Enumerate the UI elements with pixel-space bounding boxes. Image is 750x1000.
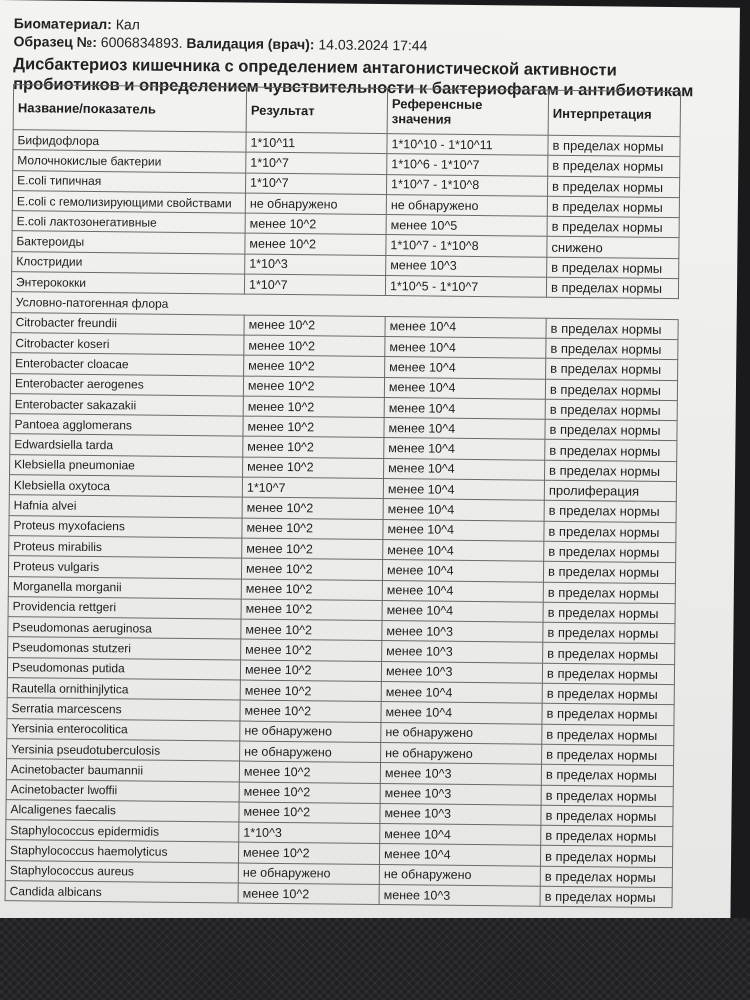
row-interpretation: в пределах нормы [548, 135, 680, 157]
row-name: Hafnia alvei [9, 495, 242, 518]
row-result: менее 10^2 [243, 376, 384, 398]
results-table [5, 84, 682, 908]
row-interpretation: в пределах нормы [540, 846, 672, 868]
row-result: менее 10^2 [245, 234, 386, 256]
row-result: менее 10^2 [239, 782, 380, 804]
row-name: Acinetobacter lwoffii [6, 779, 239, 802]
row-name: Providencia rettgeri [8, 596, 241, 619]
row-result: менее 10^2 [241, 599, 382, 621]
row-interpretation: в пределах нормы [542, 744, 674, 766]
row-interpretation: в пределах нормы [547, 216, 679, 238]
row-name: Edwardsiella tarda [10, 434, 243, 457]
row-reference: менее 10^4 [382, 560, 543, 582]
row-interpretation: в пределах нормы [546, 277, 678, 299]
row-reference: менее 10^3 [379, 885, 540, 907]
row-name: Staphylococcus epidermidis [6, 820, 239, 843]
row-interpretation: в пределах нормы [543, 582, 675, 604]
row-reference: менее 10^3 [380, 763, 541, 785]
row-name: Rautella ornithinjlytica [7, 678, 240, 701]
row-name: Klebsiella oxytoca [9, 475, 242, 498]
row-name: Alcaligenes faecalis [6, 799, 239, 822]
row-interpretation: в пределах нормы [545, 460, 677, 482]
row-interpretation: в пределах нормы [542, 663, 674, 685]
row-interpretation: в пределах нормы [543, 622, 675, 644]
row-result: менее 10^2 [240, 680, 381, 702]
row-result: менее 10^2 [239, 761, 380, 783]
row-interpretation: в пределах нормы [541, 764, 673, 786]
row-reference: менее 10^4 [384, 458, 545, 480]
row-name: E.coli типичная [13, 170, 246, 193]
row-reference: не обнаружено [381, 742, 542, 764]
results-table-body [5, 130, 680, 908]
row-interpretation: в пределах нормы [546, 338, 678, 360]
validation-label: Валидация (врач): [186, 34, 315, 53]
row-interpretation: в пределах нормы [544, 521, 676, 543]
row-interpretation: в пределах нормы [540, 866, 672, 888]
row-interpretation: в пределах нормы [543, 561, 675, 583]
row-interpretation: в пределах нормы [543, 643, 675, 665]
row-result: менее 10^2 [242, 538, 383, 560]
row-interpretation: в пределах нормы [542, 724, 674, 746]
report-title-line-2: пробиотиков и определением чувствительности к бактериофагам и антибиотикам [13, 75, 694, 101]
column-header-result: Результат [246, 87, 387, 133]
row-name: Morganella morganii [8, 576, 241, 599]
row-reference: не обнаружено [386, 194, 547, 216]
row-reference: менее 10^4 [384, 377, 545, 399]
row-reference: менее 10^4 [382, 600, 543, 622]
table-header-row [13, 85, 680, 137]
row-interpretation: в пределах нормы [546, 359, 678, 381]
row-result: 1*10^7 [245, 173, 386, 195]
row-interpretation: в пределах нормы [545, 419, 677, 441]
row-interpretation: в пределах нормы [542, 683, 674, 705]
row-result: менее 10^2 [243, 396, 384, 418]
row-reference: менее 10^4 [381, 702, 542, 724]
row-reference: 1*10^7 - 1*10^8 [386, 235, 547, 257]
report-title-line-1: Дисбактериоз кишечника с определением антагонистической активности [13, 55, 617, 80]
row-name: Proteus vulgaris [8, 556, 241, 579]
row-reference: не обнаружено [379, 864, 540, 886]
row-name: Staphylococcus haemolyticus [5, 840, 238, 863]
row-name: Acinetobacter baumannii [6, 759, 239, 782]
row-result: 1*10^3 [245, 254, 386, 276]
row-result: менее 10^2 [243, 437, 384, 459]
row-result: менее 10^2 [243, 416, 384, 438]
row-name: E.coli лактозонегативные [12, 211, 245, 234]
row-name: Бактероиды [12, 231, 245, 254]
row-interpretation: в пределах нормы [546, 318, 678, 340]
row-result: менее 10^2 [244, 335, 385, 357]
row-interpretation: в пределах нормы [547, 196, 679, 218]
row-result: менее 10^2 [241, 639, 382, 661]
row-result: не обнаружено [240, 741, 381, 763]
row-interpretation: в пределах нормы [540, 886, 672, 908]
row-result: не обнаружено [245, 193, 386, 215]
row-reference: менее 10^3 [386, 255, 547, 277]
row-reference: менее 10^4 [382, 580, 543, 602]
biomaterial-label: Биоматериал: [13, 15, 112, 33]
row-result: 1*10^7 [244, 274, 385, 296]
row-reference: менее 10^3 [381, 661, 542, 683]
row-interpretation: в пределах нормы [542, 704, 674, 726]
row-name: Staphylococcus aureus [5, 860, 238, 883]
row-interpretation: в пределах нормы [541, 785, 673, 807]
row-reference: менее 10^4 [379, 844, 540, 866]
row-reference: менее 10^4 [383, 499, 544, 521]
row-name: Enterobacter sakazakii [10, 393, 243, 416]
desk-surface [0, 918, 750, 1000]
sample-label: Образец №: [13, 33, 98, 51]
row-name: Candida albicans [5, 881, 238, 904]
row-interpretation: в пределах нормы [545, 379, 677, 401]
row-result: 1*10^7 [242, 477, 383, 499]
row-reference: менее 10^3 [382, 621, 543, 643]
row-reference: менее 10^4 [383, 479, 544, 501]
section-label: Условно-патогенная флора [11, 292, 678, 319]
row-reference: менее 10^4 [384, 438, 545, 460]
row-reference: менее 10^4 [383, 519, 544, 541]
row-name: Pseudomonas stutzeri [8, 637, 241, 660]
row-reference: 1*10^5 - 1*10^7 [385, 276, 546, 298]
row-reference: менее 10^3 [380, 783, 541, 805]
row-name: Yersinia pseudotuberculosis [7, 739, 240, 762]
row-name: Citrobacter freundii [11, 312, 244, 335]
row-name: Yersinia enterocolitica [7, 718, 240, 741]
row-name: Enterobacter cloacae [11, 353, 244, 376]
row-name: Enterobacter aerogenes [10, 373, 243, 396]
row-name: Pseudomonas aeruginosa [8, 617, 241, 640]
row-name: Pantoea agglomerans [10, 414, 243, 437]
row-reference: менее 10^4 [380, 824, 541, 846]
row-name: Klebsiella pneumoniae [10, 454, 243, 477]
row-name: Proteus myxofaciens [9, 515, 242, 538]
row-reference: менее 10^4 [383, 539, 544, 561]
row-result: не обнаружено [240, 721, 381, 743]
row-interpretation: в пределах нормы [545, 440, 677, 462]
row-interpretation: снижено [547, 237, 679, 259]
row-result: менее 10^2 [242, 518, 383, 540]
row-interpretation: в пределах нормы [547, 257, 679, 279]
row-result: менее 10^2 [244, 315, 385, 337]
row-interpretation: в пределах нормы [541, 805, 673, 827]
row-result: менее 10^2 [241, 579, 382, 601]
row-name: Клостридии [12, 251, 245, 274]
row-interpretation: в пределах нормы [541, 825, 673, 847]
validation-date: 14.03.2024 17:44 [318, 36, 428, 54]
row-result: менее 10^2 [241, 619, 382, 641]
row-interpretation: в пределах нормы [547, 176, 679, 198]
row-reference: 1*10^10 - 1*10^11 [387, 134, 548, 156]
row-reference: менее 10^5 [386, 215, 547, 237]
row-reference: менее 10^4 [384, 418, 545, 440]
row-name: Pseudomonas putida [7, 657, 240, 680]
row-reference: менее 10^3 [380, 803, 541, 825]
row-reference: менее 10^4 [381, 682, 542, 704]
column-header-name: Название/показатель [13, 85, 246, 132]
row-name: Молочнокислые бактерии [13, 150, 246, 173]
row-interpretation: в пределах нормы [545, 399, 677, 421]
sample-number: 6006834893. [100, 34, 183, 51]
row-result: менее 10^2 [242, 497, 383, 519]
row-name: Serratia marcescens [7, 698, 240, 721]
row-reference: менее 10^3 [382, 641, 543, 663]
row-reference: 1*10^7 - 1*10^8 [386, 174, 547, 196]
row-reference: не обнаружено [381, 722, 542, 744]
row-result: менее 10^2 [240, 660, 381, 682]
row-interpretation: в пределах нормы [543, 602, 675, 624]
column-header-interpretation: Интерпретация [548, 90, 680, 136]
row-result: менее 10^2 [244, 355, 385, 377]
row-result: менее 10^2 [240, 700, 381, 722]
row-reference: менее 10^4 [385, 357, 546, 379]
column-header-reference: Референсные значения [387, 89, 548, 136]
row-result: менее 10^2 [238, 842, 379, 864]
row-interpretation: в пределах нормы [544, 501, 676, 523]
row-reference: менее 10^4 [385, 316, 546, 338]
row-result: 1*10^11 [246, 132, 387, 154]
row-name: Citrobacter koseri [11, 333, 244, 356]
row-interpretation: в пределах нормы [548, 156, 680, 178]
row-interpretation: пролиферация [544, 480, 676, 502]
row-result: не обнаружено [238, 863, 379, 885]
row-name: E.coli с гемолизирующими свойствами [12, 191, 245, 214]
row-reference: менее 10^4 [385, 337, 546, 359]
row-name: Энтерококки [11, 272, 244, 295]
row-result: менее 10^2 [241, 558, 382, 580]
row-reference: менее 10^4 [384, 397, 545, 419]
row-name: Proteus mirabilis [9, 536, 242, 559]
row-interpretation: в пределах нормы [544, 541, 676, 563]
biomaterial-value: Кал [115, 16, 140, 33]
row-name: Бифидофлора [13, 130, 246, 153]
row-result: менее 10^2 [238, 883, 379, 905]
row-result: менее 10^2 [243, 457, 384, 479]
row-result: 1*10^3 [239, 822, 380, 844]
row-result: 1*10^7 [246, 152, 387, 174]
row-reference: 1*10^6 - 1*10^7 [387, 154, 548, 176]
row-result: менее 10^2 [239, 802, 380, 824]
row-result: менее 10^2 [245, 213, 386, 235]
